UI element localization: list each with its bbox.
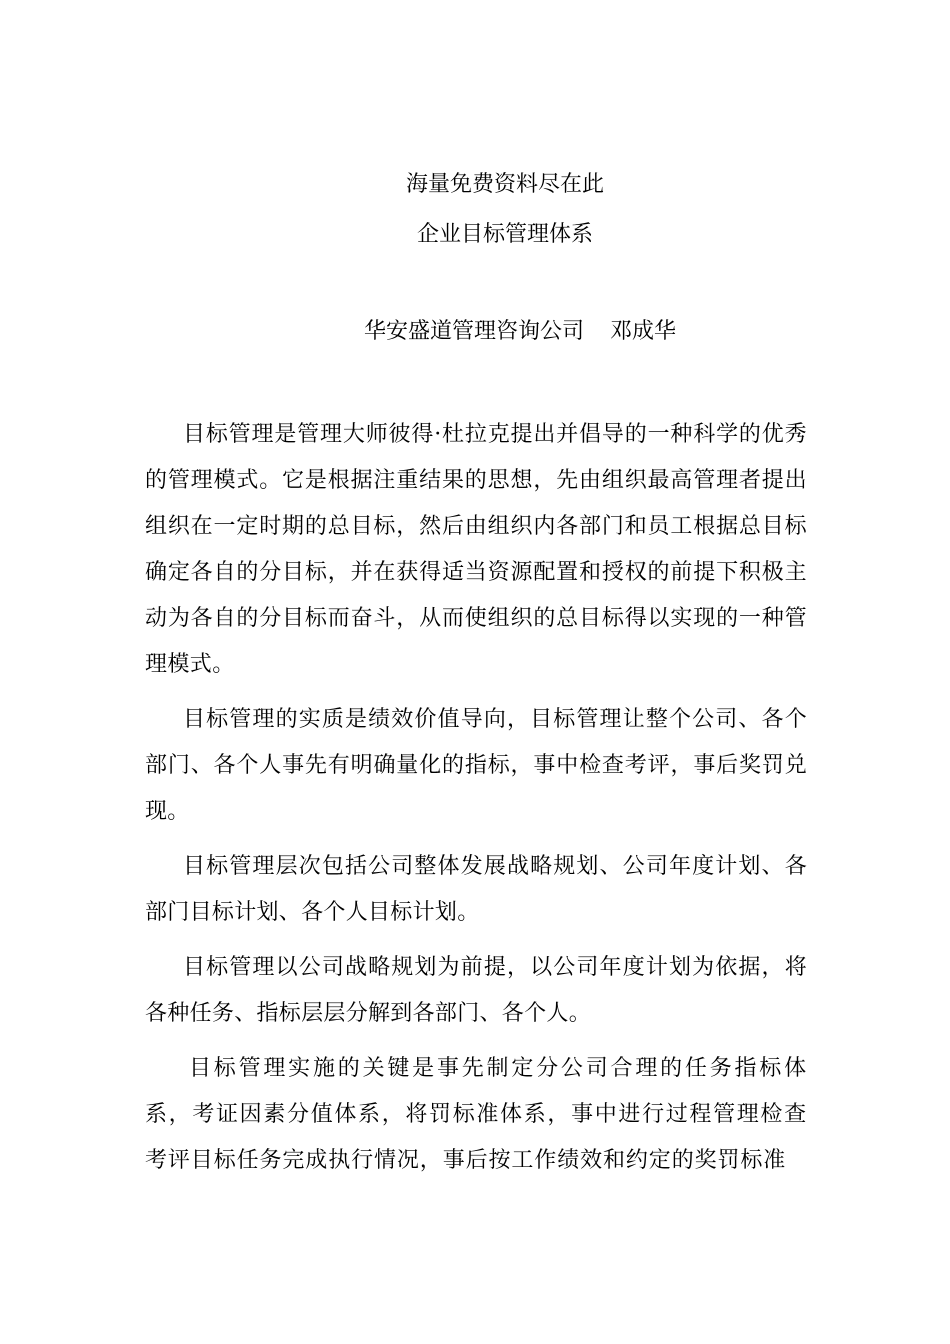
paragraph-3: 目标管理层次包括公司整体发展战略规划、公司年度计划、各部门目标计划、各个人目标计划。: [145, 854, 807, 925]
document-body: [145, 412, 807, 1193]
paragraph-5: 目标管理实施的关键是事先制定分公司合理的任务指标体系，考证因素分值体系，将罚标准体系，事中进行过程管理检查考评目标任务完成执行情况，事后按工作绩效和约定的奖罚标准: [145, 1056, 807, 1173]
company-name: 华安盛道管理咨询公司: [363, 319, 584, 344]
document-title: 企业目标管理体系: [416, 222, 593, 247]
author-line: [45, 317, 950, 347]
paragraph-1: 目标管理是管理大师彼得·杜拉克提出并倡导的一种科学的优秀的管理模式。它是根据注重结果的思想，先由组织最高管理者提出组织在一定时期的总目标，然后由组织内各部门和员工根据总目标确定各自的分目标，并在获得适当资源配置和授权的前提下积极主动为各自的分目标而奋斗，从而使组织的总目标得以实现的一种管理模式。: [145, 422, 807, 677]
paragraph-2: 目标管理的实质是绩效价值导向，目标管理让整个公司、各个部门、各个人事先有明确量化的指标，事中检查考评，事后奖罚兑现。: [145, 707, 807, 824]
slogan-line: 海量免费资料尽在此: [405, 172, 604, 197]
paragraph-4: 目标管理以公司战略规划为前提，以公司年度计划为依据，将各种任务、指标层层分解到各部门、各个人。: [145, 955, 807, 1026]
author-name: 邓成华: [610, 319, 677, 344]
